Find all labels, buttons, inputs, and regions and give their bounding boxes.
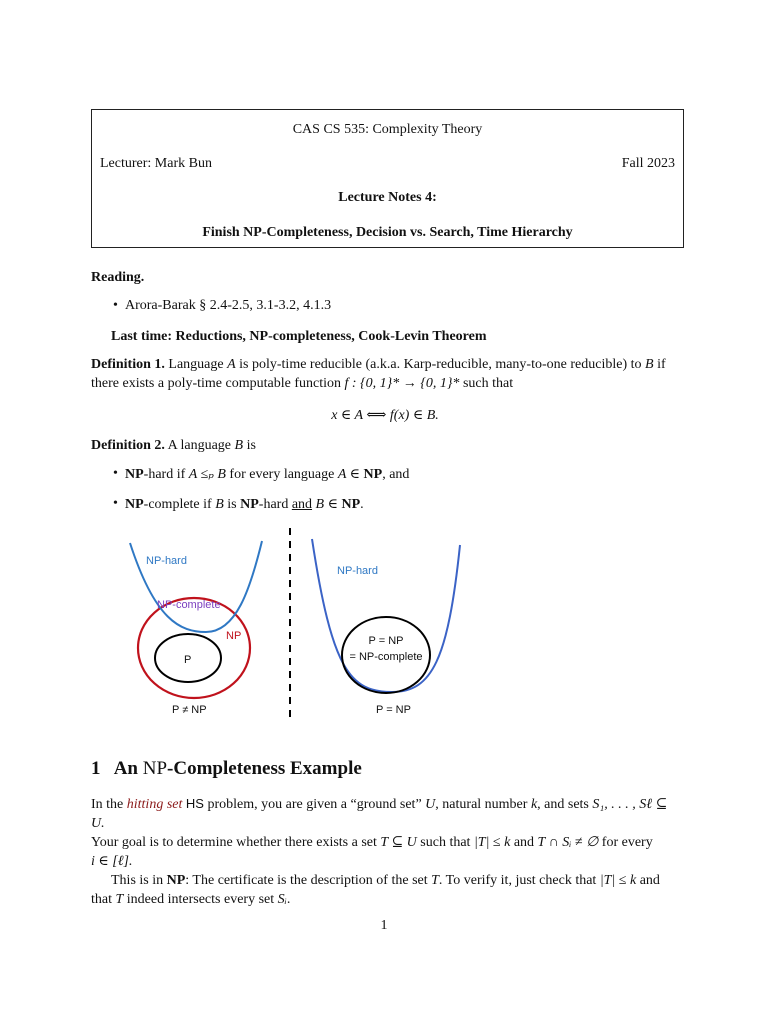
left-np-hard-label: NP-hard: [146, 555, 187, 567]
right-caption: P = NP: [376, 704, 411, 716]
definition-2: [91, 436, 679, 455]
definition-1-label: Definition 1.: [91, 357, 165, 372]
hs-abbrev: HS: [185, 796, 204, 811]
section-heading: [91, 758, 362, 780]
body-text: .: [286, 892, 291, 907]
hitting-set-term: hitting set: [126, 797, 183, 812]
course-title: CAS CS 535: Complexity Theory: [292, 122, 483, 137]
body-text: and: [639, 873, 660, 888]
math-function: f : {0, 1}* → {0, 1}*: [344, 376, 460, 391]
math-T: T: [115, 892, 124, 907]
math-B: B: [215, 497, 224, 512]
math-k: k: [530, 797, 538, 812]
last-time: Last time: Reductions, NP-completeness, Cook-Levin Theorem: [111, 329, 487, 344]
body-text: This is in: [111, 873, 164, 888]
equals-np-complete-label: = NP-complete: [349, 651, 423, 663]
math-sets: S₁, . . . , Sℓ ⊆ U.: [91, 797, 668, 831]
np-label: NP: [226, 630, 242, 642]
def1-text: such that: [462, 376, 514, 391]
math-intersection: T ∩ Sᵢ ≠ ∅: [537, 835, 599, 850]
page-number: 1: [380, 918, 388, 933]
lecture-subtitle: Finish NP-Completeness, Decision vs. Search, Time Hierarchy: [202, 225, 573, 240]
math-T-le-k: |T| ≤ k: [599, 873, 637, 888]
np-diagram: [0, 520, 768, 730]
body-text: Your goal is to determine whether there exists a set: [91, 835, 377, 850]
math-A: A: [227, 357, 236, 372]
body-text: such that: [420, 835, 471, 850]
p-label: P: [184, 654, 192, 666]
math-B: B: [645, 357, 654, 372]
body-text: : The certificate is the description of the set: [185, 873, 428, 888]
def2-text: A language: [167, 438, 231, 453]
header-box: [91, 109, 684, 248]
body-text: indeed intersects every set: [126, 892, 275, 907]
lecturer: Lecturer: Mark Bun: [100, 156, 212, 171]
np-class: NP: [240, 497, 259, 512]
def1-text: is poly-time reducible (a.k.a. Karp-reducible, many-to-one reducible) to: [239, 357, 642, 372]
math-T: T: [431, 873, 439, 888]
reading-heading: Reading.: [91, 270, 145, 285]
left-caption: P ≠ NP: [172, 704, 207, 716]
display-equation: x ∈ A ⟺ f(x) ∈ B.: [331, 408, 439, 423]
p-equals-np-label: P = NP: [368, 635, 404, 647]
section-title-np: NP: [142, 758, 168, 779]
np-hard-curve-right: [312, 539, 460, 692]
definition-1: [91, 355, 679, 393]
def2-text: for every language: [229, 467, 335, 482]
section-number: 1: [91, 758, 101, 779]
math-membership: A ∈: [337, 467, 361, 482]
np-class: NP: [125, 497, 144, 512]
np-class: NP: [363, 467, 383, 482]
hitting-set-paragraph: [91, 794, 679, 909]
body-text: and: [513, 835, 535, 850]
section-title: -Completeness Example: [167, 758, 362, 779]
body-text: In the: [91, 797, 124, 812]
body-text: for every: [601, 835, 653, 850]
lecture-title: Lecture Notes 4:: [338, 190, 437, 205]
def2-text: is: [227, 497, 237, 512]
math-index: i ∈ [ℓ].: [91, 854, 133, 869]
def2-text: , and: [382, 467, 410, 482]
def2-text: -hard: [258, 497, 289, 512]
def2-text: is: [246, 438, 256, 453]
math-B: B: [234, 438, 244, 453]
math-reduction: A ≤ₚ B: [188, 467, 226, 482]
np-complete-label: NP-complete: [157, 599, 221, 611]
reading-bullet-text: Arora-Barak § 2.4-2.5, 3.1-3.2, 4.1.3: [125, 298, 332, 313]
term: Fall 2023: [621, 156, 675, 171]
def1-text: Language: [168, 357, 224, 372]
body-text: . To verify it, just check that: [438, 873, 597, 888]
math-T-subset-U: T ⊆ U: [380, 835, 417, 850]
body-text: , and sets: [537, 797, 589, 812]
np-class: NP: [166, 873, 186, 888]
np-class: NP: [125, 467, 144, 482]
math-Si: Sᵢ: [277, 892, 287, 907]
body-text: problem, you are given a “ground set”: [207, 797, 422, 812]
def2-text: .: [360, 497, 364, 512]
def1-text: if: [657, 357, 666, 372]
underlined-and: and: [291, 497, 313, 512]
definition-2-label: Definition 2.: [91, 438, 165, 453]
section-title: An: [113, 758, 138, 779]
math-U: U: [425, 797, 436, 812]
def1-text: there exists a poly-time computable function: [91, 376, 341, 391]
right-np-hard-label: NP-hard: [337, 565, 378, 577]
np-class: NP: [341, 497, 361, 512]
body-text: , natural number: [435, 797, 528, 812]
body-text: that: [91, 892, 112, 907]
math-membership: B ∈: [315, 497, 338, 512]
def2-text: -complete if: [143, 497, 212, 512]
math-T-le-k: |T| ≤ k: [473, 835, 511, 850]
def2-text: -hard if: [143, 467, 186, 482]
